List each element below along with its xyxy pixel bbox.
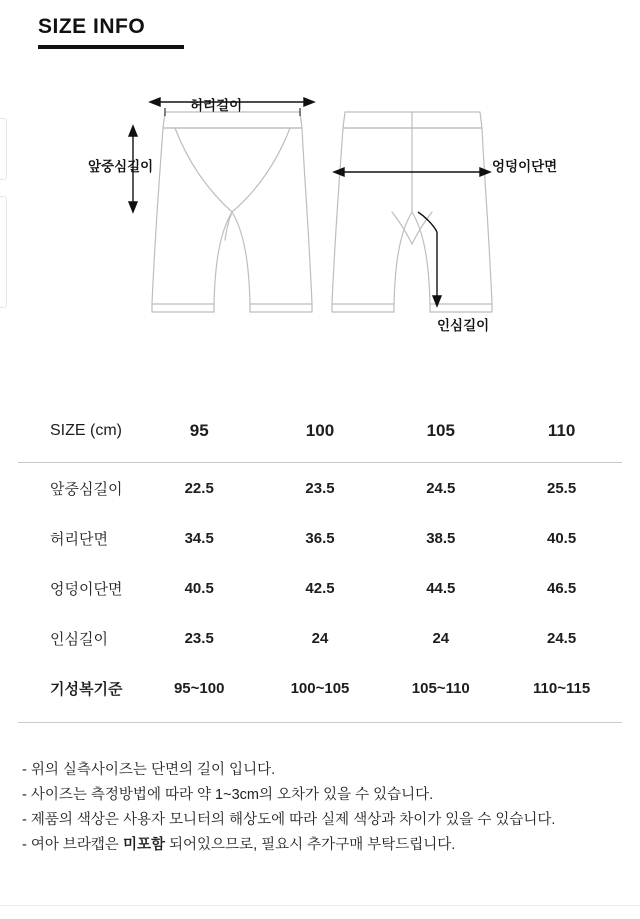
note-line-4-part2: 되어있으므로, 필요시 추가구매 부탁드립니다. [165, 837, 456, 853]
diagram-label-front-rise: 앞중심길이 [88, 159, 154, 174]
cell-front-rise-110: 25.5 [546, 479, 577, 497]
cell-hip-width-105: 44.5 [426, 579, 456, 597]
cell-waist-width-95: 34.5 [184, 529, 214, 547]
cell-inseam-100: 24 [311, 629, 329, 647]
page-title: SIZE INFO [38, 15, 146, 38]
cell-front-rise-100: 23.5 [305, 479, 335, 497]
table-row [18, 663, 622, 713]
cell-ready-to-wear-105: 105~110 [411, 679, 470, 697]
row-label-inseam: 인심길이 [50, 630, 108, 648]
diagram-svg [0, 72, 640, 352]
cell-waist-width-100: 36.5 [305, 529, 335, 547]
size-table [18, 400, 622, 713]
row-label-waist-width: 허리단면 [50, 530, 108, 548]
table-row [18, 463, 622, 514]
cell-ready-to-wear-100: 100~105 [290, 679, 350, 697]
cell-ready-to-wear-95: 95~100 [173, 679, 225, 697]
size-table-body [18, 463, 622, 714]
notes-block [22, 758, 622, 858]
column-header-100: 100 [305, 421, 335, 440]
column-header-110: 110 [547, 421, 576, 440]
size-table-head [18, 400, 622, 463]
row-label-front-rise: 앞중심길이 [50, 480, 123, 498]
diagram-label-inseam: 인심길이 [437, 318, 490, 333]
table-bottom-divider [18, 722, 622, 723]
cell-front-rise-105: 24.5 [426, 479, 456, 497]
cell-ready-to-wear-110: 110~115 [533, 679, 591, 697]
note-emphasis: 미포함 [122, 837, 165, 853]
table-row [18, 563, 622, 613]
cell-front-rise-95: 22.5 [184, 479, 214, 497]
note-line-4 [22, 833, 622, 858]
cell-hip-width-100: 42.5 [305, 579, 335, 597]
cell-inseam-95: 23.5 [184, 629, 214, 647]
column-header-105: 105 [426, 421, 455, 440]
column-header-size: SIZE (cm) [50, 422, 122, 439]
diagram-label-hip-width: 엉덩이단면 [492, 159, 558, 174]
size-table-wrap [18, 400, 622, 713]
note-line-4-part1: - 여아 브라캡은 [22, 837, 123, 853]
note-line-2: - 사이즈는 측정방법에 따라 약 1~3cm의 오차가 있을 수 있습니다. [22, 787, 434, 803]
table-row [18, 513, 622, 563]
shorts-measurement-diagram [0, 72, 640, 352]
row-label-ready-to-wear: 기성복기준 [50, 680, 123, 698]
cell-hip-width-110: 46.5 [546, 579, 577, 597]
page-title-block [38, 14, 184, 49]
table-header-row [18, 400, 622, 463]
cell-hip-width-95: 40.5 [184, 579, 214, 597]
cell-inseam-110: 24.5 [546, 629, 577, 647]
title-underline [38, 45, 184, 49]
cell-waist-width-110: 40.5 [546, 529, 577, 547]
cell-inseam-105: 24 [432, 629, 450, 647]
page-bottom-divider [0, 905, 640, 906]
note-line-1: - 위의 실측사이즈는 단면의 길이 입니다. [22, 762, 276, 778]
note-line-3: - 제품의 색상은 사용자 모니터의 해상도에 따라 실제 색상과 차이가 있을 수 있습니다. [22, 812, 556, 828]
column-header-95: 95 [189, 421, 209, 440]
diagram-label-waist-length: 허리길이 [190, 98, 243, 113]
table-row [18, 613, 622, 663]
row-label-hip-width: 엉덩이단면 [50, 580, 123, 598]
cell-waist-width-105: 38.5 [426, 529, 456, 547]
